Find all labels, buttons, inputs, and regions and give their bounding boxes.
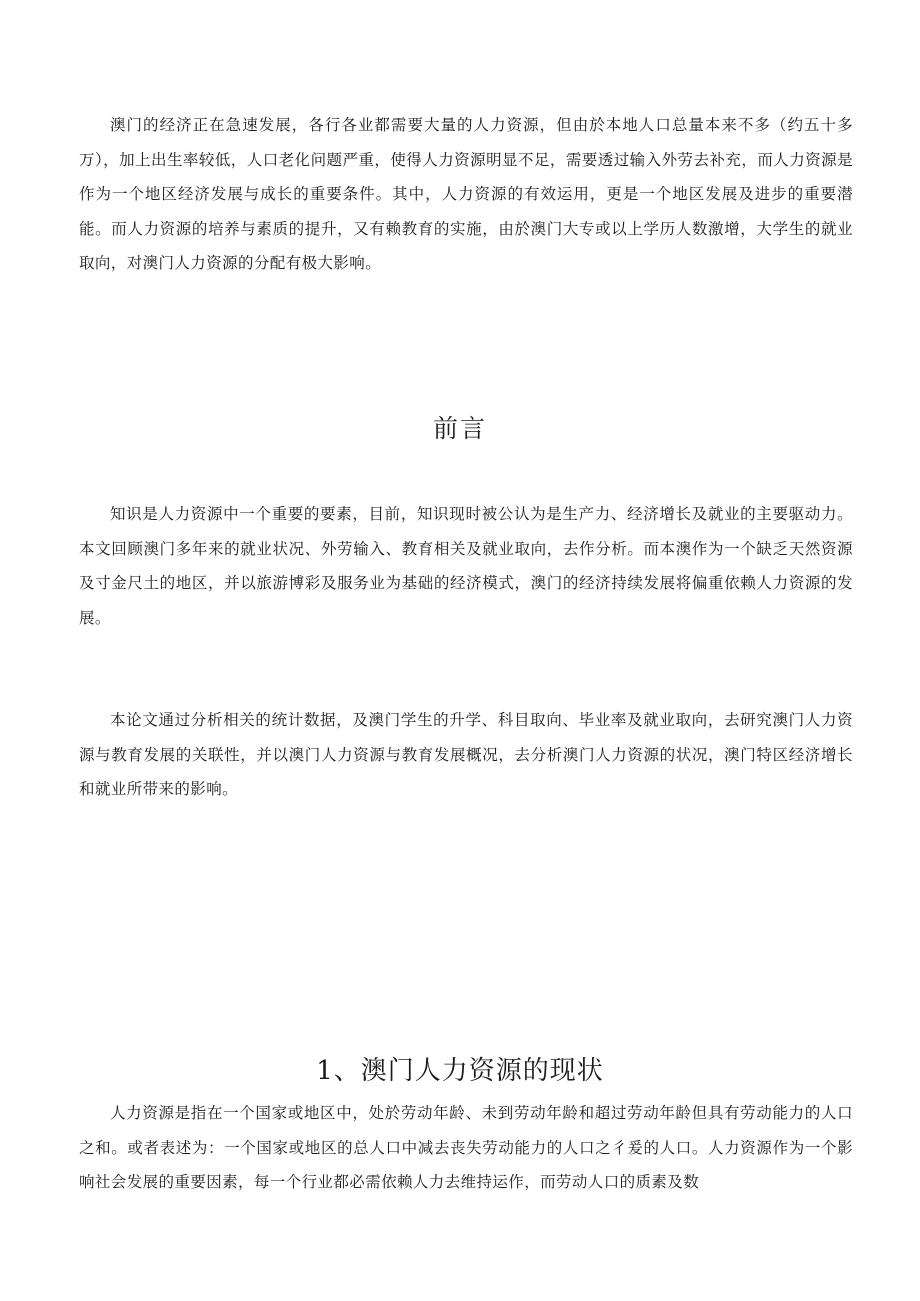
preface-paragraph-2: 本论文通过分析相关的统计数据，及澳门学生的升学、科目取向、毕业率及就业取向，去研究澳门人力资源与教育发展的关联性，并以澳门人力资源与教育发展概况，去分析澳门人力资源的状况，澳门特区经济增长和就业所带来的影响。 xyxy=(79,711,853,798)
preface-heading: 前言 xyxy=(432,414,487,443)
abstract-paragraph: 澳门的经济正在急速发展，各行各业都需要大量的人力资源，但由於本地人口总量本来不多（约五十多万），加上出生率较低，人口老化问题严重，使得人力资源明显不足，需要透过输入外劳去补充，而人力资源是作为一个地区经济发展与成长的重要条件。其中，人力资源的有效运用，更是一个地区发展及进步的重要潜能。而人力资源的培养与素质的提升，又有赖教育的实施，由於澳门大专或以上学历人数激增，大学生的就业取向，对澳门人力资源的分配有极大影响。 xyxy=(79,116,853,272)
section-1-heading: 1、澳门人力资源的现状 xyxy=(316,1056,604,1086)
section-1-paragraph: 人力资源是指在一个国家或地区中，处於劳动年龄、未到劳动年龄和超过劳动年龄但具有劳动能力的人口之和。或者表述为：一个国家或地区的总人口中减去丧失劳动能力的人口之彳爰的人口。人力资源作为一个影响社会发展的重要因素，每一个行业都必需依赖人力去维持运作，而劳动人口的质素及数 xyxy=(79,1104,853,1191)
preface-paragraph-1: 知识是人力资源中一个重要的要素，目前，知识现时被公认为是生产力、经济增长及就业的主要驱动力。本文回顾澳门多年来的就业状况、外劳输入、教育相关及就业取向，去作分析。而本澳作为一个缺乏天然资源及寸金尺土的地区，并以旅游博彩及服务业为基础的经济模式，澳门的经济持续发展将偏重依赖人力资源的发展。 xyxy=(79,505,853,627)
